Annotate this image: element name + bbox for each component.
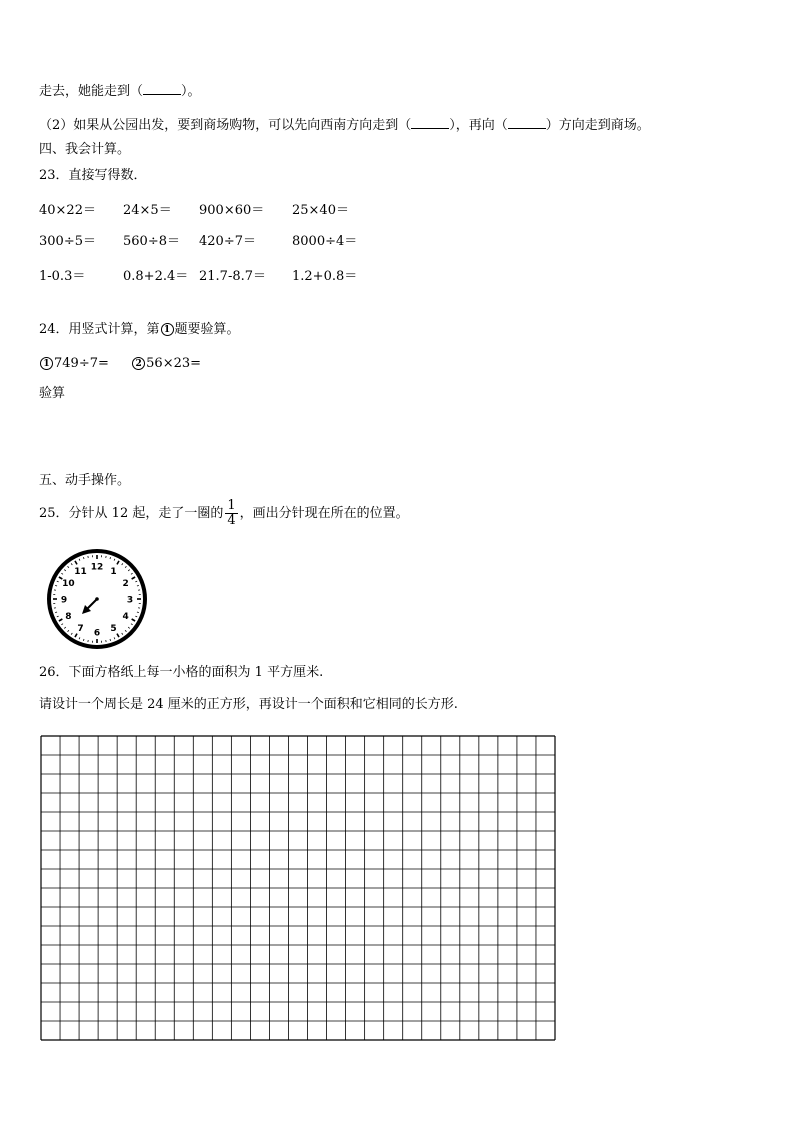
q26-line2: 请设计一个周长是 24 厘米的正方形，再设计一个面积和它相同的长方形. <box>39 697 458 712</box>
q23-expression: 560÷8＝ <box>123 234 180 249</box>
q23-expression: 25×40＝ <box>292 203 349 218</box>
q24-problems <box>39 356 201 372</box>
clock-number: 5 <box>110 624 117 635</box>
answer-blank[interactable] <box>411 116 449 129</box>
q24-problem-1: 749÷7= <box>54 356 109 371</box>
clock-number: 6 <box>93 628 101 639</box>
fraction-one-quarter: $\frac{1}{4}$ <box>227 498 236 528</box>
clock-number: 1 <box>110 566 117 577</box>
q23-expression: 24×5＝ <box>123 203 172 218</box>
answer-blank[interactable] <box>508 116 546 129</box>
clock-number: 9 <box>60 595 68 606</box>
q23-expression: 300÷5＝ <box>39 234 96 249</box>
clock-number: 4 <box>122 612 129 622</box>
clock-number: 8 <box>65 612 72 622</box>
q26-line1: 26．下面方格纸上每一小格的面积为 1 平方厘米. <box>39 665 324 680</box>
clock-number: 7 <box>77 624 84 635</box>
q23-expression: 0.8+2.4＝ <box>123 269 189 284</box>
q23-expression: 1-0.3＝ <box>39 269 86 284</box>
clock-center <box>95 597 99 601</box>
section-4-heading: 四、我会计算。 <box>39 142 131 157</box>
q24-title: 24．用竖式计算，第 1 题要验算。 <box>39 322 240 337</box>
clock-number: 12 <box>90 562 104 573</box>
q23-expression: 900×60＝ <box>199 203 265 218</box>
section-5-heading: 五、动手操作。 <box>39 473 131 488</box>
q25-text: 25．分针从 12 起，走了一圈的 $\frac{1}{4}$ ，画出分针现在所在的位置。 <box>39 498 409 528</box>
q23-title: 23．直接写得数． <box>39 168 147 183</box>
square-grid-paper[interactable] <box>40 735 556 1041</box>
circled-number: 1 <box>161 323 174 336</box>
q23-expression: 420÷7＝ <box>199 234 256 249</box>
circled-number: 2 <box>132 357 145 370</box>
q24-problem-2: 56×23= <box>146 356 202 371</box>
clock-number: 10 <box>62 579 75 589</box>
clock-number: 2 <box>122 579 129 589</box>
q22-line1: 走去，她能走到（ ）。 <box>39 84 201 99</box>
answer-blank[interactable] <box>143 82 181 95</box>
clock-number: 11 <box>74 566 87 577</box>
q23-expression: 21.7-8.7＝ <box>199 269 267 284</box>
q24-check-label: 验算 <box>39 386 66 401</box>
q23-expression: 40×22＝ <box>39 203 96 218</box>
clock-number: 3 <box>126 595 134 606</box>
clock-face[interactable] <box>44 546 150 652</box>
q23-expression: 8000÷4＝ <box>292 234 358 249</box>
circled-number: 1 <box>40 357 53 370</box>
q22-part2: （2）如果从公园出发，要到商场购物，可以先向西南方向走到（ ），再向（ ）方向走到商场。 <box>39 118 650 133</box>
q23-expression: 1.2+0.8＝ <box>292 269 358 284</box>
